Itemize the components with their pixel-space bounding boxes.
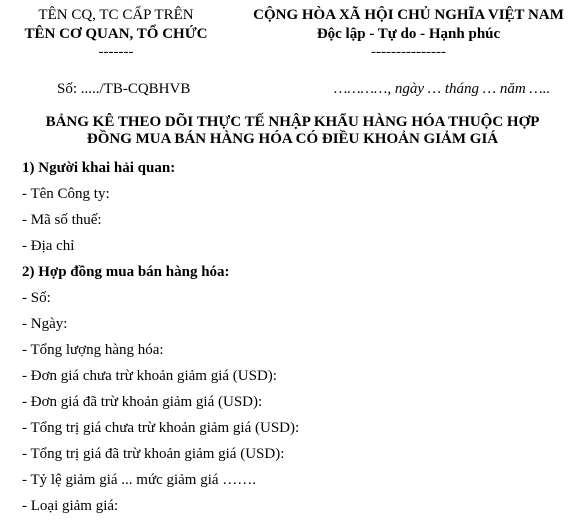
field-contract-number: - Số: (22, 290, 51, 306)
motto: Độc lập - Tự do - Hạnh phúc (316, 26, 501, 42)
field-discount-rate: - Tỷ lệ giảm giá ... mức giảm giá ……. (22, 472, 257, 488)
field-company-name: - Tên Công ty: (22, 186, 110, 202)
field-total-value-after-discount: - Tổng trị giá đã trừ khoản giảm giá (USD): (22, 446, 285, 462)
field-total-value-before-discount: - Tổng trị giá chưa trừ khoản giảm giá (USD): (22, 420, 300, 436)
document-title (0, 114, 585, 148)
national-motto-block (232, 6, 585, 60)
field-tax-code: - Mã số thuế: (22, 212, 102, 228)
document-number: Số: ...../TB-CQBHVB (57, 81, 191, 97)
document-body (22, 158, 582, 522)
agency-divider: ------- (98, 44, 134, 60)
field-contract-date: - Ngày: (22, 316, 68, 332)
field-address: - Địa chỉ (22, 238, 75, 254)
agency-name: TÊN CƠ QUAN, TỔ CHỨC (24, 26, 208, 42)
title-line-2: ĐỒNG MUA BÁN HÀNG HÓA CÓ ĐIỀU KHOẢN GIẢM GIÁ (86, 131, 499, 147)
field-discount-type: - Loại giảm giá: (22, 498, 119, 514)
national-name: CỘNG HÒA XÃ HỘI CHỦ NGHĨA VIỆT NAM (253, 7, 564, 23)
title-line-1: BẢNG KÊ THEO DÕI THỰC TẾ NHẬP KHẨU HÀNG HÓA THUỘC HỢP (45, 114, 540, 130)
field-unit-price-after-discount: - Đơn giá đã trừ khoản giảm giá (USD): (22, 394, 263, 410)
motto-divider: --------------- (371, 44, 446, 60)
section-heading-customs-declarant: 1) Người khai hải quan: (22, 160, 176, 176)
section-heading-sales-contract: 2) Hợp đồng mua bán hàng hóa: (22, 264, 230, 280)
parent-agency-name: TÊN CQ, TC CẤP TRÊN (38, 7, 194, 23)
field-unit-price-before-discount: - Đơn giá chưa trừ khoản giảm giá (USD): (22, 368, 277, 384)
document-date: …………, ngày … tháng … năm ….. (334, 81, 551, 97)
field-total-quantity: - Tổng lượng hàng hóa: (22, 342, 164, 358)
issuing-agency-block (0, 6, 232, 60)
